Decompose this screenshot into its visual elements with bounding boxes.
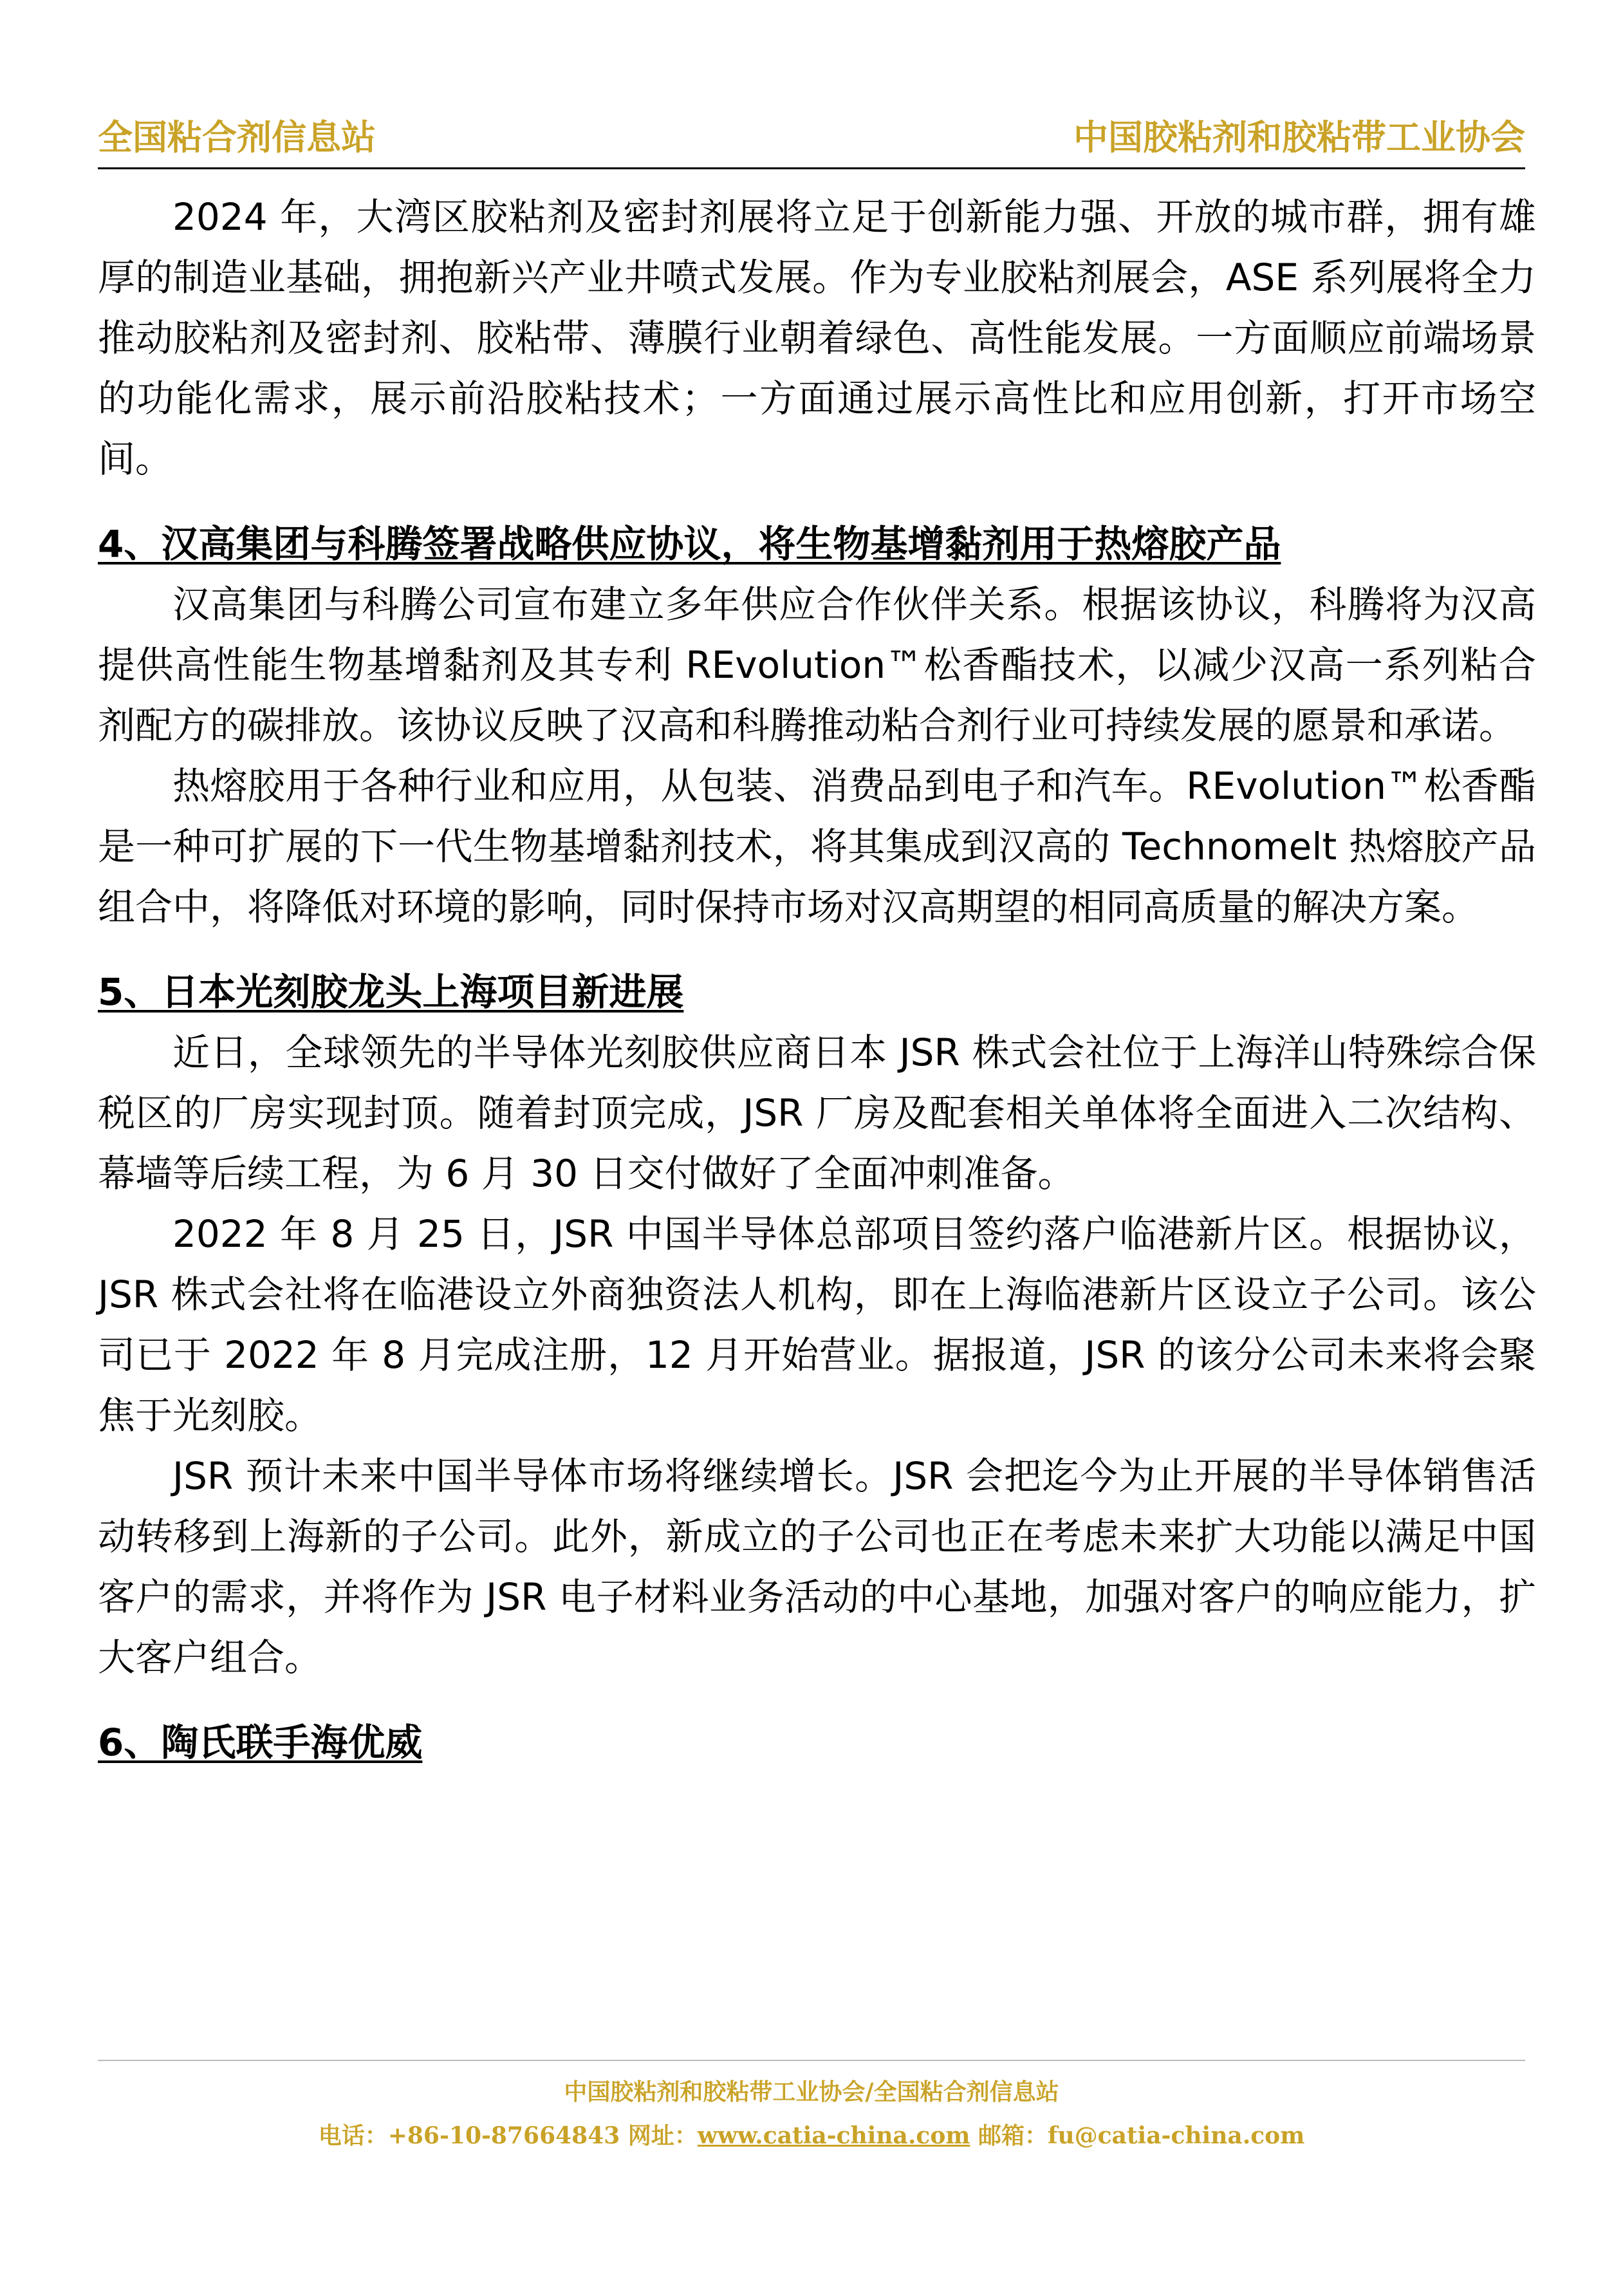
page-header xyxy=(98,109,1525,169)
section-6-heading: 6、陶氏联手海优威 xyxy=(98,1721,423,1764)
footer-website-link[interactable]: www.catia-china.com xyxy=(697,2122,970,2149)
section-5-paragraph-3: JSR 预计未来中国半导体市场将继续增长。JSR 会把迄今为止开展的半导体销售活动转移到上海新的子公司。此外，新成立的子公司也正在考虑未来扩大功能以满足中国客户的需求，并将作为 JSR 电子材料业务活动的中心基地，加强对客户的响应能力，扩大客户组合。 xyxy=(98,1454,1536,1679)
footer-web-label: 网址： xyxy=(627,2122,698,2149)
footer-organization: 中国胶粘剂和胶粘带工业协会/全国粘合剂信息站 xyxy=(564,2078,1059,2105)
footer-email-label: 邮箱： xyxy=(978,2122,1048,2149)
footer-email: fu@catia-china.com xyxy=(1047,2122,1305,2149)
section-4-paragraph-2: 热熔胶用于各种行业和应用，从包装、消费品到电子和汽车。REvolution™松香酯是一种可扩展的下一代生物基增黏剂技术，将其集成到汉高的 Technomelt 热熔胶产品组合中，将降低对环境的影响，同时保持市场对汉高期望的相同高质量的解决方案。 xyxy=(98,764,1536,929)
footer-divider xyxy=(98,2060,1525,2061)
section-5-paragraph-1: 近日，全球领先的半导体光刻胶供应商日本 JSR 株式会社位于上海洋山特殊综合保税区的厂房实现封顶。随着封顶完成，JSR 厂房及配套相关单体将全面进入二次结构、幕墙等后续工程，为 6 月 30 日交付做好了全面冲刺准备。 xyxy=(98,1031,1536,1195)
section-5-paragraph-2: 2022 年 8 月 25 日，JSR 中国半导体总部项目签约落户临港新片区。根据协议，JSR 株式会社将在临港设立外商独资法人机构，即在上海临港新片区设立子公司。该公司已于 2022 年 8 月完成注册，12 月开始营业。据报道，JSR 的该分公司未来将会聚焦于光刻胶。 xyxy=(98,1212,1536,1437)
header-association-name: 中国胶粘剂和胶粘带工业协会 xyxy=(1073,117,1525,158)
section-4-paragraph-1: 汉高集团与科腾公司宣布建立多年供应合作伙伴关系。根据该协议，科腾将为汉高提供高性能生物基增黏剂及其专利 REvolution™松香酯技术，以减少汉高一系列粘合剂配方的碳排放。该协议反映了汉高和科腾推动粘合剂行业可持续发展的愿景和承诺。 xyxy=(98,583,1536,747)
header-site-name: 全国粘合剂信息站 xyxy=(98,117,376,158)
document-body xyxy=(98,187,1536,1773)
intro-paragraph: 2024 年，大湾区胶粘剂及密封剂展将立足于创新能力强、开放的城市群，拥有雄厚的制造业基础，拥抱新兴产业井喷式发展。作为专业胶粘剂展会，ASE 系列展将全力推动胶粘剂及密封剂、胶粘带、薄膜行业朝着绿色、高性能发展。一方面顺应前端场景的功能化需求，展示前沿胶粘技术；一方面通过展示高性比和应用创新，打开市场空间。 xyxy=(98,195,1536,481)
footer-phone: 电话：+86-10-87664843 xyxy=(318,2122,620,2149)
section-4-heading: 4、汉高集团与科腾签署战略供应协议，将生物基增黏剂用于热熔胶产品 xyxy=(98,522,1281,566)
footer-contact xyxy=(0,2118,1623,2151)
section-5-heading: 5、日本光刻胶龙头上海项目新进展 xyxy=(98,970,684,1014)
